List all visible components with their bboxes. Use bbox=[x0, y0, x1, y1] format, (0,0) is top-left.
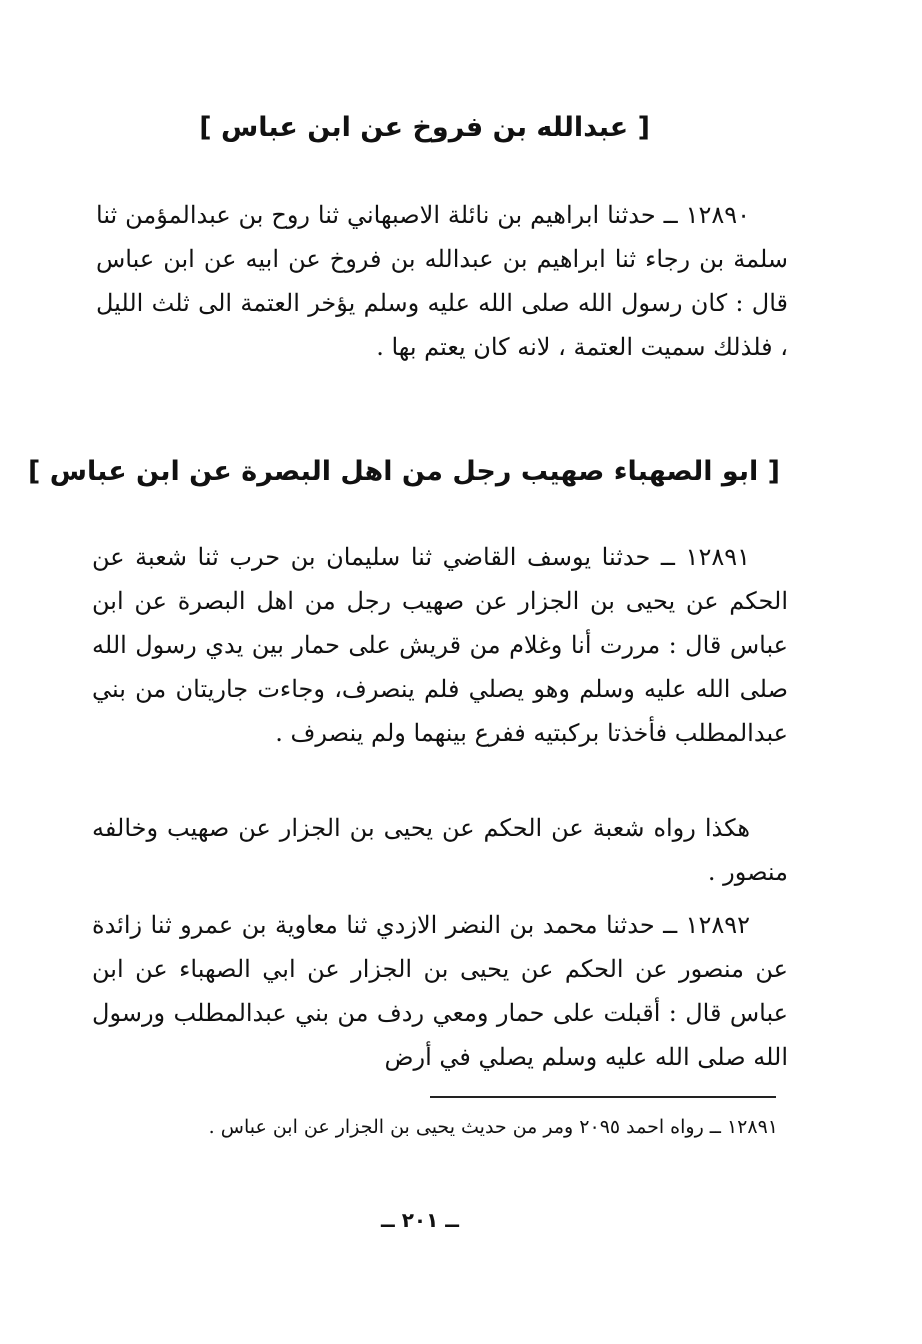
hadith-text: ١٢٨٩٢ ــ حدثنا محمد بن النضر الازدي ثنا معاوية بن عمرو ثنا زائدة عن منصور عن الحكم عن يحيى بن الجزار عن ابي الصهباء عن ابن عباس قال : أقبلت على حمار ومعي ردف من بني عبدالمطلب ورسول الله صلى الله عليه وسلم يصلي في أرض bbox=[92, 911, 788, 1071]
hadith-text: ١٢٨٩٠ ــ حدثنا ابراهيم بن نائلة الاصبهاني ثنا روح بن عبدالمؤمن ثنا سلمة بن رجاء ثنا ابراهيم بن عبدالله بن فروخ عن ابيه عن ابن عباس قال : كان رسول الله صلى الله عليه وسلم يؤخر العتمة الى ثلث الليل ، فلذلك سميت العتمة ، لانه كان يعتم بها . bbox=[96, 201, 788, 361]
hadith-12891 bbox=[92, 535, 788, 755]
note-text: هكذا رواه شعبة عن الحكم عن يحيى بن الجزار عن صهيب وخالفه منصور . bbox=[92, 814, 788, 886]
hadith-12890 bbox=[96, 193, 788, 369]
footnote-divider bbox=[430, 1096, 776, 1098]
narration-note bbox=[92, 806, 788, 894]
page-number: ــ ٢٠١ ــ bbox=[381, 1208, 459, 1232]
footnote: ١٢٨٩١ ــ رواه احمد ٢٠٩٥ ومر من حديث يحيى بن الجزار عن ابن عباس . bbox=[208, 1116, 778, 1138]
hadith-12892 bbox=[92, 903, 788, 1079]
hadith-text: ١٢٨٩١ ــ حدثنا يوسف القاضي ثنا سليمان بن حرب ثنا شعبة عن الحكم عن يحيى بن الجزار عن صهيب رجل من اهل البصرة عن ابن عباس قال : مررت أنا وغلام من قريش على حمار بين يدي رسول الله صلى الله عليه وسلم وهو يصلي فلم ينصرف، وجاءت جاريتان من بني عبدالمطلب فأخذتا بركبتيه ففرع بينهما ولم ينصرف . bbox=[92, 543, 789, 747]
section-heading-abu-al-sahba: [ ابو الصهباء صهيب رجل من اهل البصرة عن ابن عباس ] bbox=[28, 456, 780, 487]
section-heading-ibn-farrukh: [ عبدالله بن فروخ عن ابن عباس ] bbox=[199, 112, 650, 143]
